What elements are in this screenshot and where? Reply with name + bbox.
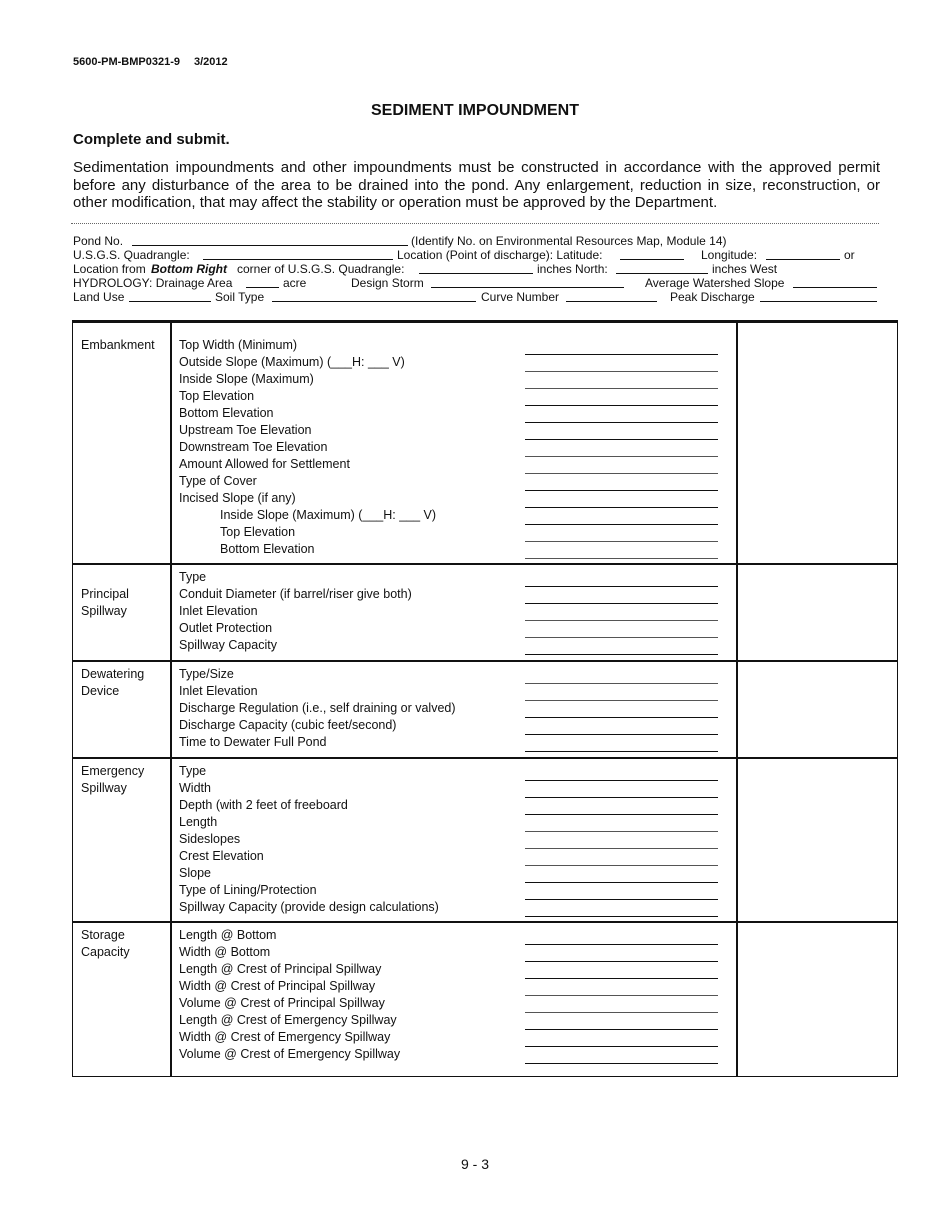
watershed-slope-field[interactable] [793, 276, 877, 291]
location-from-label: Location from [73, 262, 146, 276]
emergency-spillway-item: Type of Lining/Protection [179, 883, 317, 897]
dotted-divider [71, 223, 879, 224]
curve-number-label: Curve Number [481, 290, 560, 304]
principal-spillway-item: Outlet Protection [179, 621, 273, 635]
emergency-spillway-entry-line[interactable] [525, 797, 718, 798]
embankment-item: Upstream Toe Elevation [179, 423, 312, 437]
embankment-item: Inside Slope (Maximum) [179, 372, 314, 386]
row-divider [73, 563, 897, 565]
storage-capacity-entry-line[interactable] [525, 1046, 718, 1047]
principal-spillway-item: Inlet Elevation [179, 604, 258, 618]
page-number: 9 - 3 [460, 1156, 489, 1172]
peak-discharge-label: Peak Discharge [670, 290, 755, 304]
land-use-label: Land Use [73, 290, 125, 304]
storage-capacity-entry-line[interactable] [525, 961, 718, 962]
embankment-entry-line[interactable] [525, 354, 718, 355]
page-subtitle: Complete and submit. [73, 131, 230, 148]
watershed-slope-label: Average Watershed Slope [645, 276, 785, 290]
column-divider-label [170, 323, 172, 1076]
embankment-entry-line[interactable] [525, 490, 718, 491]
storage-capacity-item: Volume @ Crest of Principal Spillway [179, 996, 385, 1010]
embankment-section-label: Embankment [81, 338, 155, 352]
principal-spillway-section-label: Principal Spillway [81, 587, 129, 618]
hydrology-label: HYDROLOGY: Drainage Area [73, 276, 233, 290]
emergency-spillway-section-label: Emergency Spillway [81, 764, 145, 795]
principal-spillway-entry-line[interactable] [525, 637, 718, 638]
storage-capacity-section-label: Storage Capacity [81, 928, 130, 959]
dewatering-device-entry-line[interactable] [525, 700, 718, 701]
storage-capacity-item: Width @ Crest of Emergency Spillway [179, 1030, 391, 1044]
embankment-entry-line[interactable] [525, 524, 718, 525]
usgs-quad-field[interactable] [203, 248, 393, 263]
emergency-spillway-item: Type [179, 764, 207, 778]
emergency-spillway-entry-line[interactable] [525, 831, 718, 832]
embankment-item: Bottom Elevation [179, 406, 274, 420]
emergency-spillway-item: Slope [179, 866, 211, 880]
soil-type-field[interactable] [272, 290, 476, 305]
embankment-item: Amount Allowed for Settlement [179, 457, 350, 471]
dewatering-device-item: Inlet Elevation [179, 684, 258, 698]
dewatering-device-entry-line[interactable] [525, 751, 718, 752]
embankment-item: Top Elevation [179, 389, 255, 403]
soil-type-label: Soil Type [215, 290, 265, 304]
storage-capacity-entry-line[interactable] [525, 944, 718, 945]
inches-north-label: inches North: [537, 262, 608, 276]
embankment-item: Outside Slope (Maximum) (___H: ___ V) [179, 355, 405, 369]
embankment-entry-line[interactable] [525, 371, 718, 372]
instructions-paragraph: Sedimentation impoundments and other impoundments must be constructed in accordance with the approved permit before any disturbance of the area to be drained into the pond. Any enlargement, reduction in size, reconstruction, or other modification, that may affect the stability or operation must be approved by the Department. [73, 159, 880, 212]
principal-spillway-entry-line[interactable] [525, 620, 718, 621]
embankment-item: Inside Slope (Maximum) (___H: ___ V) [220, 508, 437, 522]
emergency-spillway-entry-line[interactable] [525, 814, 718, 815]
embankment-item: Top Elevation [220, 525, 296, 539]
design-data-table [72, 320, 898, 1077]
dewatering-device-entry-line[interactable] [525, 683, 718, 684]
emergency-spillway-item: Width [179, 781, 211, 795]
storage-capacity-item: Length @ Bottom [179, 928, 277, 942]
drainage-area-field[interactable] [246, 276, 279, 291]
dewatering-device-entry-line[interactable] [525, 717, 718, 718]
storage-capacity-item: Width @ Crest of Principal Spillway [179, 979, 376, 993]
embankment-item: Type of Cover [179, 474, 257, 488]
inches-west-label: inches West [712, 262, 778, 276]
usgs-quad-label: U.S.G.S. Quadrangle: [73, 248, 190, 262]
embankment-entry-line[interactable] [525, 405, 718, 406]
dewatering-device-entry-line[interactable] [525, 734, 718, 735]
emergency-spillway-item: Length [179, 815, 218, 829]
row-divider [73, 660, 897, 662]
principal-spillway-entry-line[interactable] [525, 586, 718, 587]
pond-no-note: (Identify No. on Environmental Resources Map, Module 14) [411, 234, 727, 248]
storage-capacity-item: Volume @ Crest of Emergency Spillway [179, 1047, 401, 1061]
emergency-spillway-entry-line[interactable] [525, 916, 718, 917]
longitude-label: Longitude: [701, 248, 758, 262]
emergency-spillway-entry-line[interactable] [525, 848, 718, 849]
emergency-spillway-entry-line[interactable] [525, 882, 718, 883]
latitude-field[interactable] [620, 248, 684, 263]
principal-spillway-entry-line[interactable] [525, 654, 718, 655]
principal-spillway-entry-line[interactable] [525, 603, 718, 604]
land-use-field[interactable] [129, 290, 211, 305]
design-storm-field[interactable] [431, 276, 624, 291]
form-date: 3/2012 [194, 56, 228, 68]
bottom-right-label: Bottom Right [151, 262, 227, 276]
emergency-spillway-item: Sideslopes [179, 832, 241, 846]
embankment-entry-line[interactable] [525, 473, 718, 474]
form-number: 5600-PM-BMP0321-9 [73, 56, 180, 68]
embankment-entry-line[interactable] [525, 507, 718, 508]
storage-capacity-entry-line[interactable] [525, 1012, 718, 1013]
or-label: or [844, 248, 855, 262]
dewatering-device-item: Discharge Regulation (i.e., self draining or valved) [179, 701, 456, 715]
form-number-header [73, 56, 228, 68]
peak-discharge-field[interactable] [760, 290, 877, 305]
inches-north-field[interactable] [616, 262, 708, 277]
embankment-item: Top Width (Minimum) [179, 338, 298, 352]
location-latitude-label: Location (Point of discharge): Latitude: [397, 248, 603, 262]
curve-number-field[interactable] [566, 290, 657, 305]
dewatering-device-section-label: Dewatering Device [81, 667, 145, 698]
storage-capacity-item: Width @ Bottom [179, 945, 271, 959]
page-title: SEDIMENT IMPOUNDMENT [371, 102, 579, 119]
longitude-field[interactable] [766, 248, 840, 263]
embankment-entry-line[interactable] [525, 558, 718, 559]
row-divider [73, 757, 897, 759]
pond-no-field[interactable] [132, 234, 408, 249]
embankment-entry-line[interactable] [525, 541, 718, 542]
emergency-spillway-entry-line[interactable] [525, 780, 718, 781]
corner-quad-label: corner of U.S.G.S. Quadrangle: [237, 262, 405, 276]
acre-label: acre [283, 276, 307, 290]
storage-capacity-item: Length @ Crest of Principal Spillway [179, 962, 382, 976]
design-storm-label: Design Storm [351, 276, 424, 290]
principal-spillway-item: Type [179, 570, 207, 584]
embankment-entry-line[interactable] [525, 456, 718, 457]
dewatering-device-item: Discharge Capacity (cubic feet/second) [179, 718, 397, 732]
column-divider-notes [736, 323, 738, 1076]
principal-spillway-item: Conduit Diameter (if barrel/riser give both) [179, 587, 412, 601]
corner-quad-field[interactable] [419, 262, 533, 277]
row-divider [73, 921, 897, 923]
storage-capacity-entry-line[interactable] [525, 1063, 718, 1064]
dewatering-device-item: Time to Dewater Full Pond [179, 735, 327, 749]
storage-capacity-entry-line[interactable] [525, 1029, 718, 1030]
pond-no-label: Pond No. [73, 234, 124, 248]
principal-spillway-item: Spillway Capacity [179, 638, 277, 652]
embankment-entry-line[interactable] [525, 439, 718, 440]
emergency-spillway-item: Crest Elevation [179, 849, 264, 863]
emergency-spillway-entry-line[interactable] [525, 899, 718, 900]
emergency-spillway-item: Depth (with 2 feet of freeboard [179, 798, 348, 812]
embankment-entry-line[interactable] [525, 388, 718, 389]
embankment-entry-line[interactable] [525, 422, 718, 423]
embankment-item: Incised Slope (if any) [179, 491, 296, 505]
storage-capacity-item: Length @ Crest of Emergency Spillway [179, 1013, 397, 1027]
embankment-item: Downstream Toe Elevation [179, 440, 328, 454]
emergency-spillway-entry-line[interactable] [525, 865, 718, 866]
dewatering-device-item: Type/Size [179, 667, 234, 681]
emergency-spillway-item: Spillway Capacity (provide design calculations) [179, 900, 439, 914]
storage-capacity-entry-line[interactable] [525, 995, 718, 996]
storage-capacity-entry-line[interactable] [525, 978, 718, 979]
embankment-item: Bottom Elevation [220, 542, 315, 556]
